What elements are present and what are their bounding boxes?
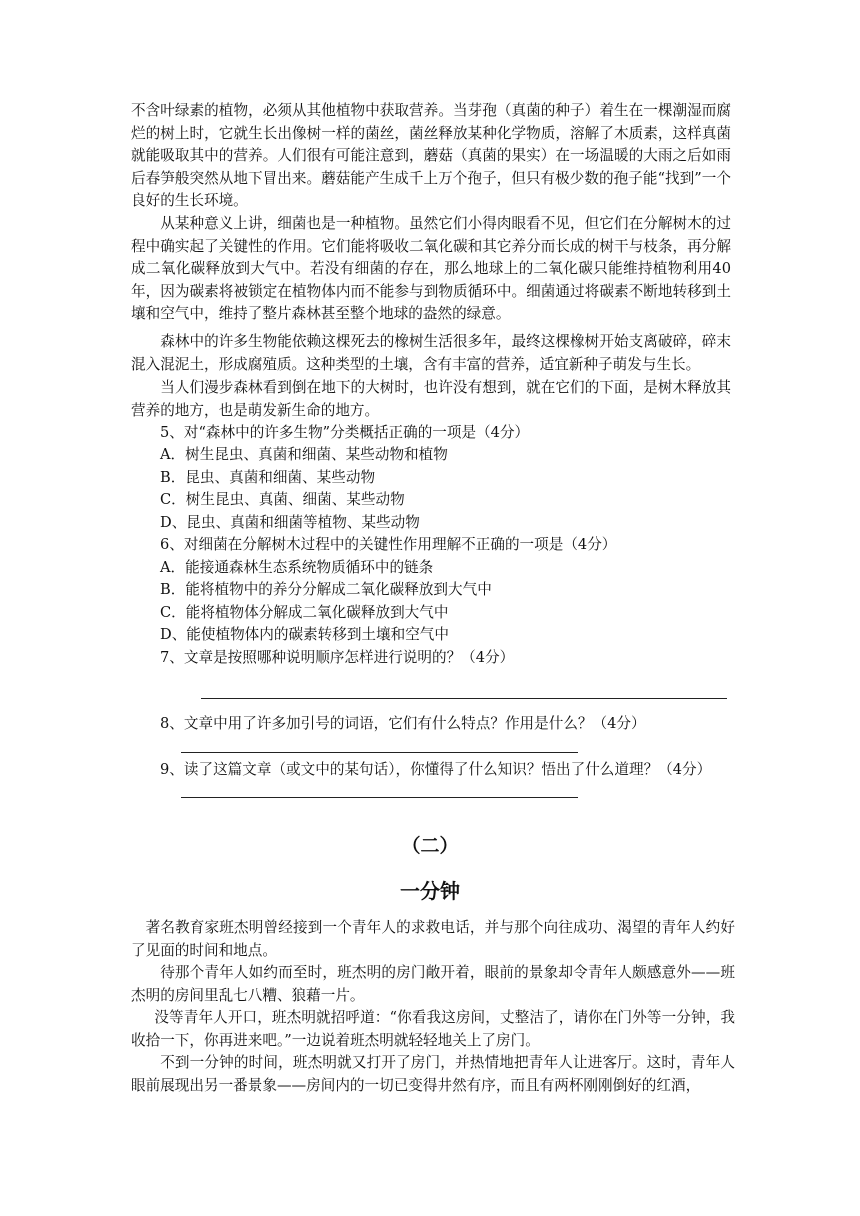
question-8-stem: 8、文章中用了许多加引号的词语，它们有什么特点？作用是什么？（4分） xyxy=(160,715,646,732)
passage1-paragraph-1: 不含叶绿素的植物，必须从其他植物中获取营养。当芽孢（真菌的种子）着生在一棵潮湿而腐烂的树上时，它就生长出像树一样的菌丝，菌丝释放某种化学物质，溶解了木质素，这样真菌就能吸取其中的营养。人们很有可能注意到，蘑菇（真菌的果实）在一场温暖的大雨之后如雨后春笋般突然从地下冒出来。蘑菇能产生成千上万个孢子，但只有极少数的孢子能“找到”一个良好的生长环境。 xyxy=(131,102,731,210)
question-6-option-b: B．能将植物中的养分分解成二氧化碳释放到大气中 xyxy=(160,581,492,598)
question-5-stem: 5、对“森林中的许多生物”分类概括正确的一项是（4分） xyxy=(160,424,530,441)
question-6-option-a: A．能接通森林生态系统物质循环中的链条 xyxy=(160,559,434,576)
question-6-stem: 6、对细菌在分解树木过程中的关键性作用理解不正确的一项是（4分） xyxy=(160,536,617,553)
section-2-paragraph-3: 没等青年人开口，班杰明就招呼道：“你看我这房间，丈整洁了，请你在门外等一分钟，我收拾一下，你再进来吧。”一边说着班杰明就轻轻地关上了房门。 xyxy=(131,1009,735,1049)
question-5-option-d: D、昆虫、真菌和细菌等植物、某些动物 xyxy=(160,514,420,531)
section-2-paragraph-1: 著名教育家班杰明曾经接到一个青年人的求救电话，并与那个向往成功、渴望的青年人约好了见面的时间和地点。 xyxy=(131,919,735,959)
question-9-stem: 9、读了这篇文章（或文中的某句话），你懂得了什么知识？悟出了什么道理？（4分） xyxy=(160,761,712,778)
question-9-answer-line[interactable] xyxy=(181,797,578,798)
question-7-answer-line[interactable] xyxy=(201,698,727,699)
question-5-option-b: B．昆虫、真菌和细菌、某些动物 xyxy=(160,469,376,486)
question-7-stem: 7、文章是按照哪种说明顺序怎样进行说明的？（4分） xyxy=(160,649,515,666)
section-2-number: （二） xyxy=(401,835,459,857)
passage1-paragraph-4: 当人们漫步森林看到倒在地下的大树时，也许没有想到，就在它们的下面，是树木释放其营养的地方，也是萌发新生命的地方。 xyxy=(131,379,731,419)
section-2-paragraph-2: 待那个青年人如约而至时，班杰明的房门敞开着，眼前的景象却令青年人颇感意外——班杰明的房间里乱七八糟、狼藉一片。 xyxy=(131,964,735,1004)
passage1-paragraph-3: 森林中的许多生物能依赖这棵死去的橡树生活很多年，最终这棵橡树开始支离破碎，碎末混入混泥土，形成腐殖质。这种类型的土壤，含有丰富的营养，适宜新种子萌发与生长。 xyxy=(131,333,731,373)
question-8-answer-line[interactable] xyxy=(181,752,578,753)
section-2-title: 一分钟 xyxy=(400,879,460,903)
question-6-option-d: D、能使植物体内的碳素转移到土壤和空气中 xyxy=(160,626,449,643)
passage1-paragraph-2: 从某种意义上讲，细菌也是一种植物。虽然它们小得肉眼看不见，但它们在分解树木的过程中确实起了关键性的作用。它们能将吸收二氧化碳和其它养分而长成的树干与枝条，再分解成二氧化碳释放到大气中。若没有细菌的存在，那么地球上的二氧化碳只能维持植物利用40年，因为碳素将被锁定在植物体内而不能参与到物质循环中。细菌通过将碳素不断地转移到土壤和空气中，维持了整片森林甚至整个地球的盎然的绿意。 xyxy=(131,215,731,323)
question-5-option-c: C．树生昆虫、真菌、细菌、某些动物 xyxy=(160,491,405,508)
section-2-paragraph-4: 不到一分钟的时间，班杰明就又打开了房门，并热情地把青年人让进客厅。这时，青年人眼前展现出另一番景象——房间内的一切已变得井然有序，而且有两杯刚刚倒好的红酒， xyxy=(131,1054,735,1094)
question-6-option-c: C．能将植物体分解成二氧化碳释放到大气中 xyxy=(160,604,449,621)
question-5-option-a: A．树生昆虫、真菌和细菌、某些动物和植物 xyxy=(160,446,448,463)
